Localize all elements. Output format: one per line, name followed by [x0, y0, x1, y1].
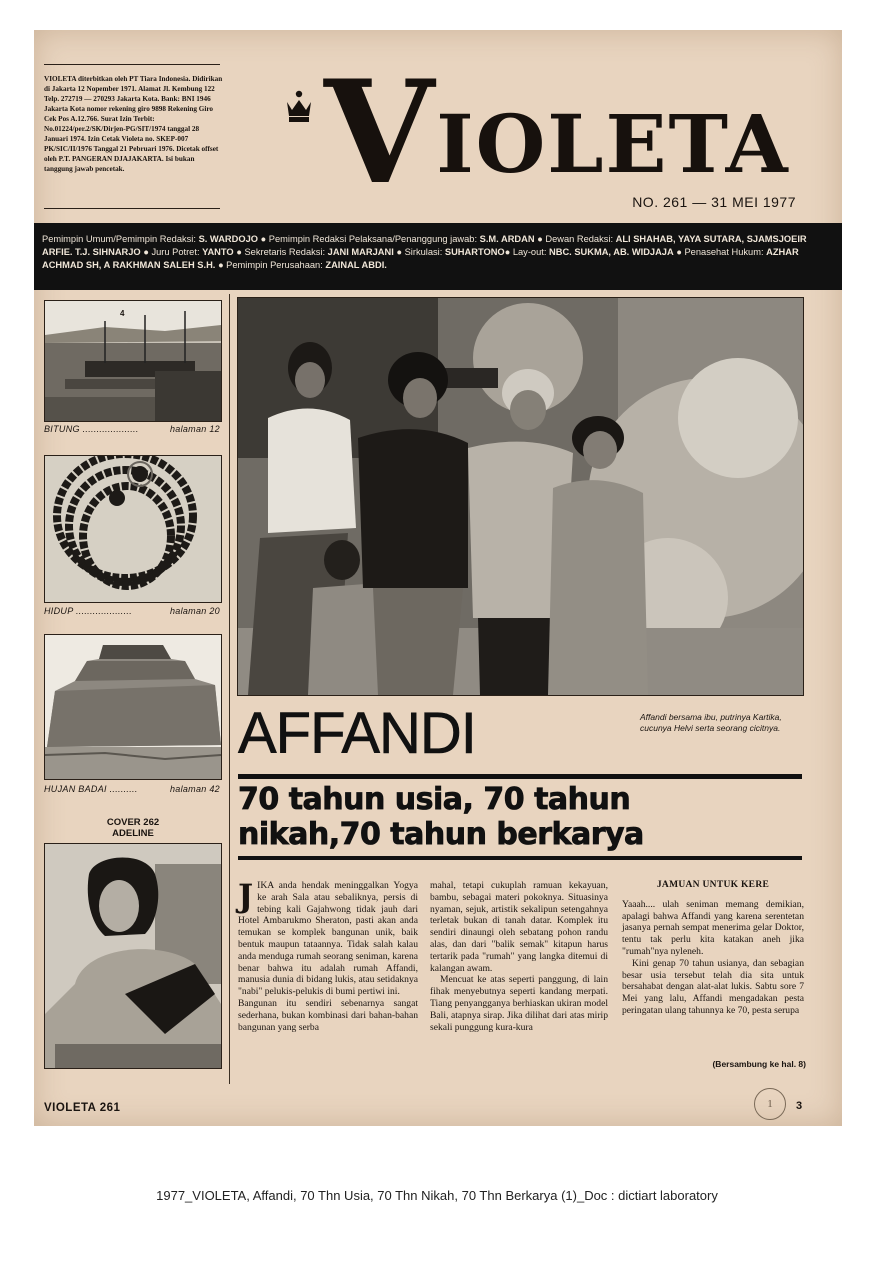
- continued-note: (Bersambung ke hal. 8): [712, 1059, 806, 1069]
- sidebar-item-bitung[interactable]: [44, 424, 220, 434]
- article-paragraph: IKA anda hendak meninggalkan Yogya ke arah Sala atau sebaliknya, persis di tebing kali Gajahwong tidak jauh dari Hotel Ambarukmo Sheraton, pasti akan anda temukan se komplek bangunan unik, baik bentuk maupun tataannya. Tidak salah kalau anda menduga rumah seorang seniman, karena benar bahwa itu adalah rumah Affandi, manusia dunia di bidang lukis, atau setidaknya "nabi" pelukis-pelukis di bumi pertiwi ini.: [238, 880, 418, 998]
- document-caption: 1977_VIOLETA, Affandi, 70 Thn Usia, 70 Thn Nikah, 70 Thn Berkarya (1)_Doc : dictiart laboratory: [156, 1188, 718, 1203]
- article-paragraph: Mencuat ke atas seperti panggung, di lain fihak menyebutnya seperti kandang merpati. Tiang penyangganya berhiaskan ukiran model Bali, atapnya sirap. Jika dilihat dari atas mirip sekali punggung kura-kura: [430, 974, 608, 1033]
- drop-cap: J: [238, 877, 254, 915]
- masthead-title: [324, 50, 790, 216]
- masthead-initial: V: [324, 50, 437, 216]
- sidebar-item-dots: ..........: [109, 784, 138, 794]
- handwritten-page-mark: 1: [754, 1088, 786, 1120]
- article-paragraph: Yaaah.... ulah seniman memang demikian, apalagi bahwa Affandi yang karena serentetan jasanya pernah sempat menerima gelar Doktor, tentu tak perlu kita katakan aneh jika "rumah"nya nyleneh.: [622, 898, 804, 957]
- sidebar-item-hujan-badai[interactable]: [44, 784, 220, 794]
- subheadline: [238, 782, 806, 852]
- thumb-badge: 4: [120, 309, 125, 318]
- sidebar-item-dots: ....................: [75, 606, 132, 616]
- bitung-photo: [44, 300, 222, 422]
- next-cover-name: ADELINE: [112, 828, 154, 839]
- subheadline-line1: 70 tahun usia, 70 tahun: [238, 782, 631, 817]
- cover-portrait-photo: [44, 843, 222, 1069]
- staff-label: Pemimpin Umum/Pemimpin Redaksi:: [42, 234, 196, 244]
- staff-name: AZHAR ACHMAD SH, A RAKHMAN SALEH S.H.: [42, 247, 799, 270]
- staff-name: SUHARTONO: [444, 247, 505, 257]
- staff-name: ALI SHAHAB, YAYA SUTARA, SJAMSJOEIR ARFIE. T.J. SIHNARJO: [42, 234, 807, 257]
- issue-number: NO. 261 — 31 MEI 1977: [632, 194, 796, 210]
- crown-icon: [284, 90, 314, 124]
- staff-name: ZAINAL ABDI.: [325, 260, 387, 270]
- staff-name: S.M. ARDAN: [479, 234, 535, 244]
- column-divider: [229, 294, 230, 1084]
- sidebar-item-dots: ....................: [82, 424, 139, 434]
- next-cover-issue: COVER 262: [106, 817, 160, 828]
- article-paragraph: Bangunan itu sendiri sebenarnya sangat sederhana, bukan kombinasi dari bahan-bahan bangunan yang serba: [238, 997, 418, 1033]
- staff-label: Juru Potret:: [151, 247, 200, 257]
- staff-name: YANTO: [202, 247, 234, 257]
- magazine-page: [34, 30, 842, 1126]
- sidebar-item-page: halaman 12: [169, 424, 220, 434]
- article-paragraph: Kini genap 70 tahun usianya, dan sebagian besar usia tersebut telah dia sita untuk bersahabat dengan alat-alat lukis. Sabtu sore 7 Mei yang lalu, Affandi mengadakan pesta peringatan ulang tahunnya ke 70, pesta serupa: [622, 957, 804, 1016]
- staff-label: Penasehat Hukum:: [684, 247, 764, 257]
- masthead-rest: IOLETA: [436, 97, 790, 191]
- footer-issue: VIOLETA 261: [44, 1102, 121, 1114]
- staff-band: Pemimpin Umum/Pemimpin Redaksi: S. WARDOJO ● Pemimpin Redaksi Pelaksana/Penanggung jawab: S.M. ARDAN ● Dewan Redaksi: ALI SHAHAB, YAYA SUTARA, SJAMSJOEIR ARFIE. T.J. SIHNARJO ● Juru Potret: YANTO ● Sekretaris Redaksi: JANI MARJANI ● Sirkulasi: SUHARTONO● Lay-out: NBC. SUKMA, AB. WIDJAJA ● Penasehat Hukum: AZHAR ACHMAD SH, A RAKHMAN SALEH S.H. ● Pemimpin Perusahaan: ZAINAL ABDI.: [34, 223, 842, 290]
- article-column-3: [622, 880, 804, 1017]
- article-column-1: [238, 877, 418, 1033]
- sidebar-item-title: HIDUP: [44, 606, 74, 616]
- publisher-info: VIOLETA diterbitkan oleh PT Tiara Indonesia. Didirikan di Jakarta 12 Nopember 1971. Alamat Jl. Kembung 122 Telp. 272719 — 270293 Jakarta Kota. Bank: BNI 1946 Jakarta Kota nomor rekening giro 9898 Rekening Giro Cek Pos A.12.766. Surat Izin Terbit: No.01224/per.2/SK/Dirjen-PG/SIT/1974 tanggal 28 Januari 1974. Izin Cetak Violeta no. SKEP-007 PK/SIC/II/1976 Tanggal 21 Pebruari 1976. Dicetak offset oleh P.T. PANGERAN DJAJAKARTA. Isi bukan tanggung jawab pencetak.: [44, 75, 223, 173]
- subheadline-line2: nikah,70 tahun berkarya: [238, 817, 644, 852]
- headline: AFFANDI: [238, 701, 476, 766]
- section-heading: JAMUAN UNTUK KERE: [656, 880, 770, 890]
- headline-bottom-bar: [238, 856, 802, 860]
- next-cover-label: [78, 817, 188, 839]
- staff-label: Pemimpin Redaksi Pelaksana/Penanggung jawab:: [268, 234, 478, 244]
- staff-label: Sekretaris Redaksi:: [244, 247, 326, 257]
- page-number: 3: [796, 1100, 803, 1112]
- article-column-2: [430, 880, 608, 1033]
- staff-label: Pemimpin Perusahaan:: [226, 260, 323, 270]
- bottom-rule: [44, 208, 220, 209]
- staff-label: Sirkulasi:: [404, 247, 443, 257]
- staff-label: Dewan Redaksi:: [545, 234, 614, 244]
- hidup-photo: [44, 455, 222, 603]
- staff-label: Lay-out:: [512, 247, 547, 257]
- headline-top-bar: [238, 774, 802, 779]
- article-paragraph: mahal, tetapi cukuplah ramuan kekayuan, bambu, sebagai materi pokoknya. Situasinya nyaman, sejuk, artistik sekalipun setengahnya terletak bukan di tanah datar. Komplek itu sendiri dinaungi oleh sebatang pohon randu alas, dan dari "balik semak" kitapun harus tertarik pada "rumah" yang langka ditemui di kalangan awam.: [430, 880, 608, 974]
- staff-name: NBC. SUKMA, AB. WIDJAJA: [549, 247, 674, 257]
- sidebar-item-page: halaman 20: [169, 606, 220, 616]
- sidebar-item-title: BITUNG: [44, 424, 80, 434]
- main-photo: [237, 297, 804, 696]
- sidebar-item-hidup[interactable]: [44, 606, 220, 616]
- sidebar-item-page: halaman 42: [169, 784, 220, 794]
- staff-name: S. WARDOJO: [198, 234, 258, 244]
- top-rule: [44, 64, 220, 65]
- staff-name: JANI MARJANI: [327, 247, 394, 257]
- hujan-badai-photo: [44, 634, 222, 780]
- sidebar-item-title: HUJAN BADAI: [44, 784, 107, 794]
- photo-caption: Affandi bersama ibu, putrinya Kartika, cucunya Helvi serta seorang cicitnya.: [640, 712, 782, 733]
